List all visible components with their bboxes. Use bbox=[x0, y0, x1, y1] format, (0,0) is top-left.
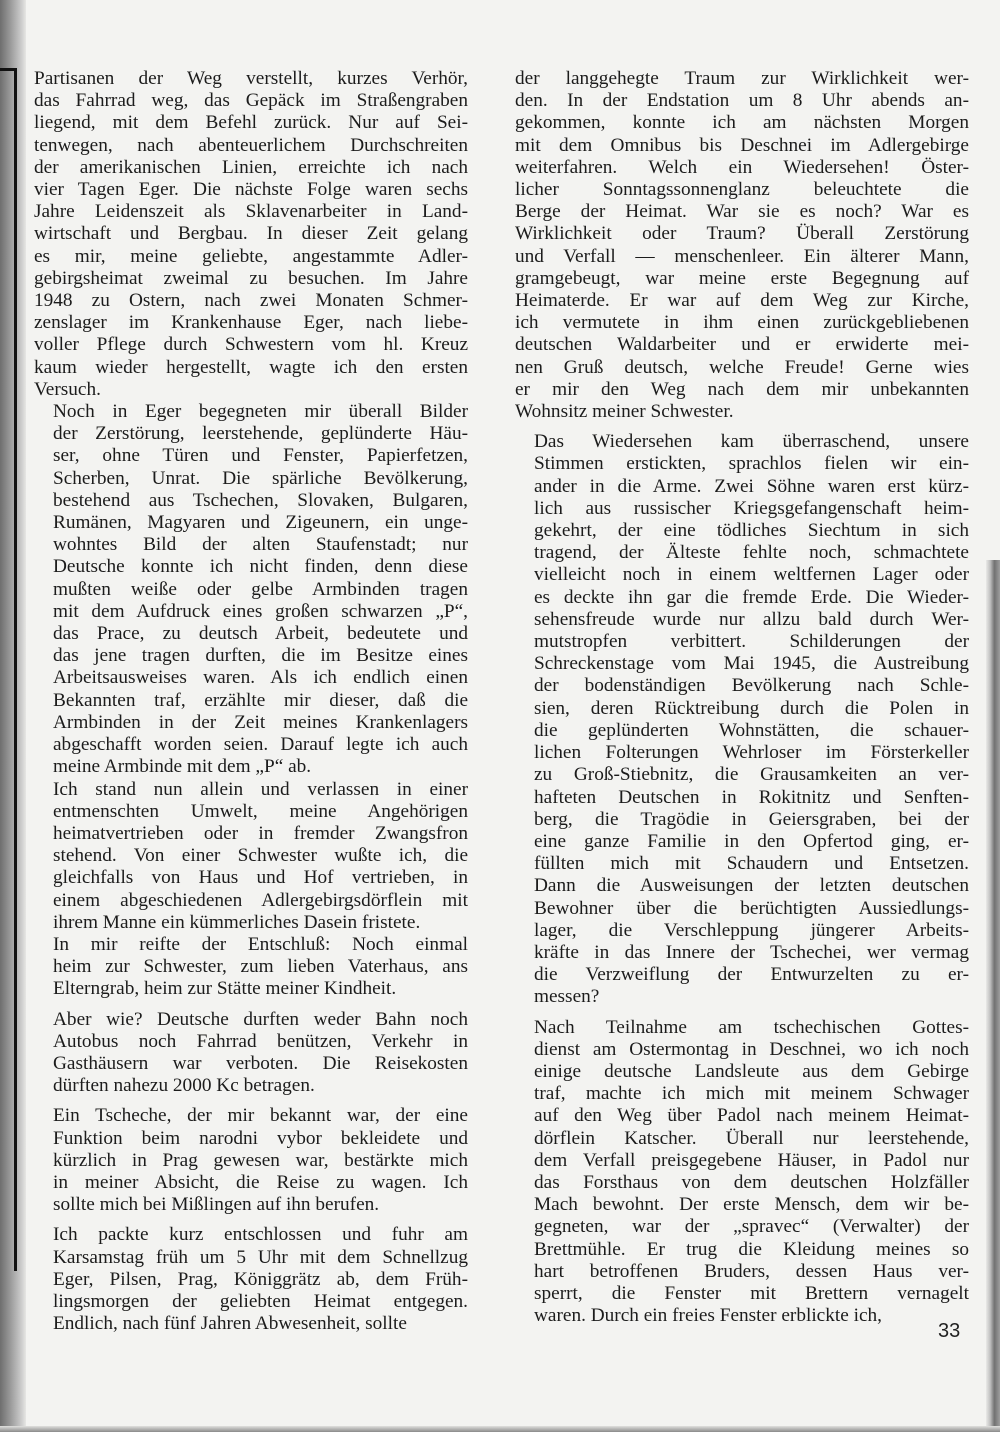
text-line: ser, ohne Türen und Fenster, Papierfetzen, bbox=[53, 445, 468, 467]
text-line: Brettmühle. Er trug die Kleidung meines so bbox=[534, 1238, 969, 1260]
text-line: Ein Tscheche, der mir bekannt war, der eine bbox=[53, 1105, 468, 1127]
text-line: sperrt, die Fenster mit Brettern vernagelt bbox=[534, 1282, 969, 1304]
text-line: deutschen Waldarbeiter und er erwiderte mei- bbox=[515, 334, 969, 356]
text-line: heim zur Schwester, zum lieben Vaterhaus, ans bbox=[53, 956, 468, 978]
text-line: Rumänen, Magyaren und Zigeunern, ein unge- bbox=[53, 512, 468, 534]
text-line: Schreckenstage vom Mai 1945, die Austreibung bbox=[534, 653, 969, 675]
text-line: mußten weiße oder gelbe Armbinden tragen bbox=[53, 578, 468, 600]
text-line: liegend, mit dem Befehl zurück. Nur auf Sei- bbox=[34, 112, 468, 134]
paragraph bbox=[515, 68, 969, 423]
text-line: in meiner Absicht, die Reise zu wagen. Ich bbox=[53, 1171, 468, 1193]
text-line: Wirklichkeit oder Traum? Überall Zerstörung bbox=[515, 223, 969, 245]
text-line: meine Armbinde mit dem „P“ ab. bbox=[53, 756, 312, 778]
text-line: berg, die Tragödie in Geiersgraben, bei der bbox=[534, 808, 969, 830]
text-line: tragend, der Älteste fehlte noch, schmachtete bbox=[534, 542, 969, 564]
text-line: Wohnsitz meiner Schwester. bbox=[515, 401, 734, 423]
paragraph bbox=[34, 401, 468, 778]
text-line: das Prace, zu deutsch Arbeit, bedeutete und bbox=[53, 623, 468, 645]
text-line: Karsamstag früh um 5 Uhr mit dem Schnellzug bbox=[53, 1246, 468, 1268]
text-line: Mach bewohnt. Der erste Mensch, dem wir be- bbox=[534, 1194, 969, 1216]
text-line: vier Tagen Eger. Die nächste Folge waren sechs bbox=[34, 179, 468, 201]
text-line: 1948 zu Ostern, nach zwei Monaten Schmer- bbox=[34, 290, 468, 312]
text-line: Scherben, Unrat. Die spärliche Bevölkerung, bbox=[53, 467, 468, 489]
paragraph bbox=[34, 934, 468, 1001]
text-line: der bodenständigen Bevölkerung nach Schle- bbox=[534, 675, 969, 697]
text-line: mit dem Aufdruck eines großen schwarzen „P“, bbox=[53, 600, 468, 622]
text-line: Aber wie? Deutsche durften weder Bahn noch bbox=[53, 1008, 468, 1030]
text-line: zu Groß-Stiebnitz, die Grausamkeiten an ver- bbox=[534, 764, 969, 786]
text-line: lichen Folterungen Wehrloser im Försterkeller bbox=[534, 742, 969, 764]
text-line: das jene tragen durften, die im Besitze eines bbox=[53, 645, 468, 667]
page-edge-right-top bbox=[986, 0, 1000, 560]
text-line: abgeschafft worden seien. Darauf legte ich auch bbox=[53, 734, 468, 756]
paragraph bbox=[34, 1224, 468, 1335]
page-bottom-edge bbox=[0, 1426, 1000, 1432]
text-line: Dann die Ausweisungen der letzten deutschen bbox=[534, 875, 969, 897]
text-line: lich aus russischer Kriegsgefangenschaft heim- bbox=[534, 497, 969, 519]
text-line: Armbinden in der Zeit meines Krankenlagers bbox=[53, 711, 468, 733]
text-line: Das Wiedersehen kam überraschend, unsere bbox=[534, 431, 969, 453]
text-line: Eger, Pilsen, Prag, Königgrätz ab, dem Früh- bbox=[53, 1268, 468, 1290]
text-line: der Zerstörung, leerstehende, geplünderte Häu- bbox=[53, 423, 468, 445]
text-line: entmenschten Umwelt, meine Angehörigen bbox=[53, 800, 468, 822]
text-line: licher Sonntagssonnenglanz beleuchtete die bbox=[515, 179, 969, 201]
page-number: 33 bbox=[938, 1320, 961, 1342]
text-line: kaum wieder hergestellt, wagte ich den ersten bbox=[34, 356, 468, 378]
text-line: messen? bbox=[534, 986, 600, 1008]
text-line: es mir, meine geliebte, angestammte Adler- bbox=[34, 245, 468, 267]
text-line: bestehend aus Tschechen, Slovaken, Bulgaren, bbox=[53, 489, 468, 511]
text-line: eine ganze Familie in den Opfertod ging, er- bbox=[534, 830, 969, 852]
text-line: die geplünderten Wohnstätten, die schauer- bbox=[534, 719, 969, 741]
text-line: gekehrt, der eine tödliches Siechtum in sich bbox=[534, 520, 969, 542]
text-line: Funktion beim narodni vybor bekleidete und bbox=[53, 1127, 468, 1149]
text-line: gebirgsheimat zweimal zu besuchen. Im Jahre bbox=[34, 267, 468, 289]
text-line: Berge der Heimat. War sie es noch? War es bbox=[515, 201, 969, 223]
text-line: mutstropfen verbittert. Schilderungen der bbox=[534, 631, 969, 653]
text-line: die Verzweiflung der Entwurzelten zu er- bbox=[534, 964, 969, 986]
text-line: mit dem Omnibus bis Deschnei im Adlergebirge bbox=[515, 134, 969, 156]
text-line: der amerikanischen Linien, erreichte ich nach bbox=[34, 156, 468, 178]
paragraph bbox=[515, 1017, 969, 1328]
paragraph bbox=[515, 431, 969, 1008]
text-line: gramgebeugt, war meine erste Begegnung auf bbox=[515, 267, 969, 289]
text-line: zenslager im Krankenhause Eger, nach liebe- bbox=[34, 312, 468, 334]
text-line: Versuch. bbox=[34, 378, 101, 400]
text-line: sollte mich bei Mißlingen auf ihn berufen. bbox=[53, 1194, 380, 1216]
text-line: Heimaterde. Er war auf dem Weg zur Kirche, bbox=[515, 290, 969, 312]
binding-bracket-mark bbox=[0, 68, 17, 1271]
text-line: wohntes Bild der alten Staufenstadt; nur bbox=[53, 534, 468, 556]
right-text-column bbox=[515, 68, 969, 1327]
paragraph bbox=[34, 68, 468, 401]
text-line: Stimmen erstickten, sprachlos fielen wir ein- bbox=[534, 453, 969, 475]
text-line: den. In der Endstation um 8 Uhr abends an- bbox=[515, 90, 969, 112]
text-line: Partisanen der Weg verstellt, kurzes Verhör, bbox=[34, 68, 468, 89]
text-line: Bewohner über die berüchtigten Aussiedlungs- bbox=[534, 897, 969, 919]
text-line: nen Gruß deutsch, welche Freude! Gerne wies bbox=[515, 356, 969, 378]
text-line: kürzlich in Prag gewesen war, bestärkte mich bbox=[53, 1149, 468, 1171]
text-line: dörflein Katscher. Überall nur leerstehende, bbox=[534, 1127, 969, 1149]
text-line: Endlich, nach fünf Jahren Abwesenheit, sollte bbox=[53, 1313, 407, 1335]
text-line: hart betroffenen Bruders, dessen Haus ver- bbox=[534, 1260, 969, 1282]
text-line: das Fahrrad weg, das Gepäck im Straßengraben bbox=[34, 90, 468, 112]
text-line: ander in die Arme. Zwei Söhne waren erst kürz- bbox=[534, 475, 969, 497]
text-line: lager, die Verschleppung jüngerer Arbeits- bbox=[534, 919, 969, 941]
text-line: tenwegen, nach abenteuerlichem Durchschreiten bbox=[34, 134, 468, 156]
text-line: ich vermutete in ihm einen zurückgebliebenen bbox=[515, 312, 969, 334]
left-text-column bbox=[34, 68, 468, 1335]
paragraph bbox=[34, 779, 468, 934]
text-line: traf, machte ich mich mit meinem Schwager bbox=[534, 1083, 969, 1105]
text-line: heimatvertrieben oder in fremder Zwangsfron bbox=[53, 822, 468, 844]
text-line: sehensfreude wurde nur allzu bald durch Wer- bbox=[534, 608, 969, 630]
text-line: Noch in Eger begegneten mir überall Bilder bbox=[53, 401, 468, 423]
text-line: einige deutsche Landsleute aus dem Gebirge bbox=[534, 1060, 969, 1082]
text-line: Bekannten traf, erzählte mir dieser, daß die bbox=[53, 689, 468, 711]
text-line: Gasthäusern war verboten. Die Reisekosten bbox=[53, 1052, 468, 1074]
text-line: kräfte in das Innere der Tschechei, wer vermag bbox=[534, 941, 969, 963]
text-line: stehend. Von einer Schwester wußte ich, die bbox=[53, 845, 468, 867]
text-line: sien, deren Rücktreibung durch die Polen in bbox=[534, 697, 969, 719]
text-line: auf den Weg über Padol nach meinem Heimat- bbox=[534, 1105, 969, 1127]
text-line: und Verfall — menschenleer. Ein älterer Mann, bbox=[515, 245, 969, 267]
text-line: Nach Teilnahme am tschechischen Gottes- bbox=[534, 1016, 969, 1038]
text-line: es deckte ihn gar die fremde Erde. Die Wieder- bbox=[534, 586, 969, 608]
text-line: er mir den Weg nach dem mir unbekannten bbox=[515, 378, 969, 400]
text-line: dem Verfall preisgegebene Häuser, in Padol nur bbox=[534, 1149, 969, 1171]
text-line: In mir reifte der Entschluß: Noch einmal bbox=[53, 933, 468, 955]
text-line: der langgehegte Traum zur Wirklichkeit wer- bbox=[515, 68, 969, 89]
text-line: gleichfalls von Haus und Hof vertrieben, in bbox=[53, 867, 468, 889]
text-line: waren. Durch ein freies Fenster erblickte ich, bbox=[534, 1305, 882, 1327]
text-line: Deutsche konnte ich nicht finden, denn diese bbox=[53, 556, 468, 578]
text-line: hafteten Deutschen in Rokitnitz und Senften- bbox=[534, 786, 969, 808]
text-line: Ich stand nun allein und verlassen in einer bbox=[53, 778, 468, 800]
paragraph bbox=[34, 1009, 468, 1098]
text-line: füllten mich mit Schaudern und Entsetzen. bbox=[534, 853, 969, 875]
text-line: dürften nahezu 2000 Kc betragen. bbox=[53, 1075, 315, 1097]
text-line: dienst am Ostermontag in Deschnei, wo ich noch bbox=[534, 1038, 969, 1060]
text-line: Arbeitsausweises waren. Als ich endlich einen bbox=[53, 667, 468, 689]
text-line: Ich packte kurz entschlossen und fuhr am bbox=[53, 1224, 468, 1246]
text-line: vielleicht noch in einem weltfernen Lager oder bbox=[534, 564, 969, 586]
text-line: weiterfahren. Welch ein Wiedersehen! Öster- bbox=[515, 156, 969, 178]
text-line: das Forsthaus von dem deutschen Holzfäller bbox=[534, 1171, 969, 1193]
text-line: gekommen, konnte ich am nächsten Morgen bbox=[515, 112, 969, 134]
text-line: lingsmorgen der geliebten Heimat entgegen. bbox=[53, 1290, 468, 1312]
text-line: Jahre Leidenszeit als Sklavenarbeiter in Land- bbox=[34, 201, 468, 223]
text-line: einem abgeschiedenen Adlergebirgsdörflein mit bbox=[53, 889, 468, 911]
text-line: Elterngrab, heim zur Stätte meiner Kindheit. bbox=[53, 978, 397, 1000]
text-line: wirtschaft und Bergbau. In dieser Zeit gelang bbox=[34, 223, 468, 245]
text-line: ihrem Manne ein kümmerliches Dasein fristete. bbox=[53, 911, 421, 933]
text-line: gegneten, war der „spravec“ (Verwalter) der bbox=[534, 1216, 969, 1238]
text-line: voller Pflege durch Schwestern vom hl. Kreuz bbox=[34, 334, 468, 356]
paragraph bbox=[34, 1105, 468, 1216]
text-line: Autobus noch Fahrrad benützen, Verkehr in bbox=[53, 1030, 468, 1052]
